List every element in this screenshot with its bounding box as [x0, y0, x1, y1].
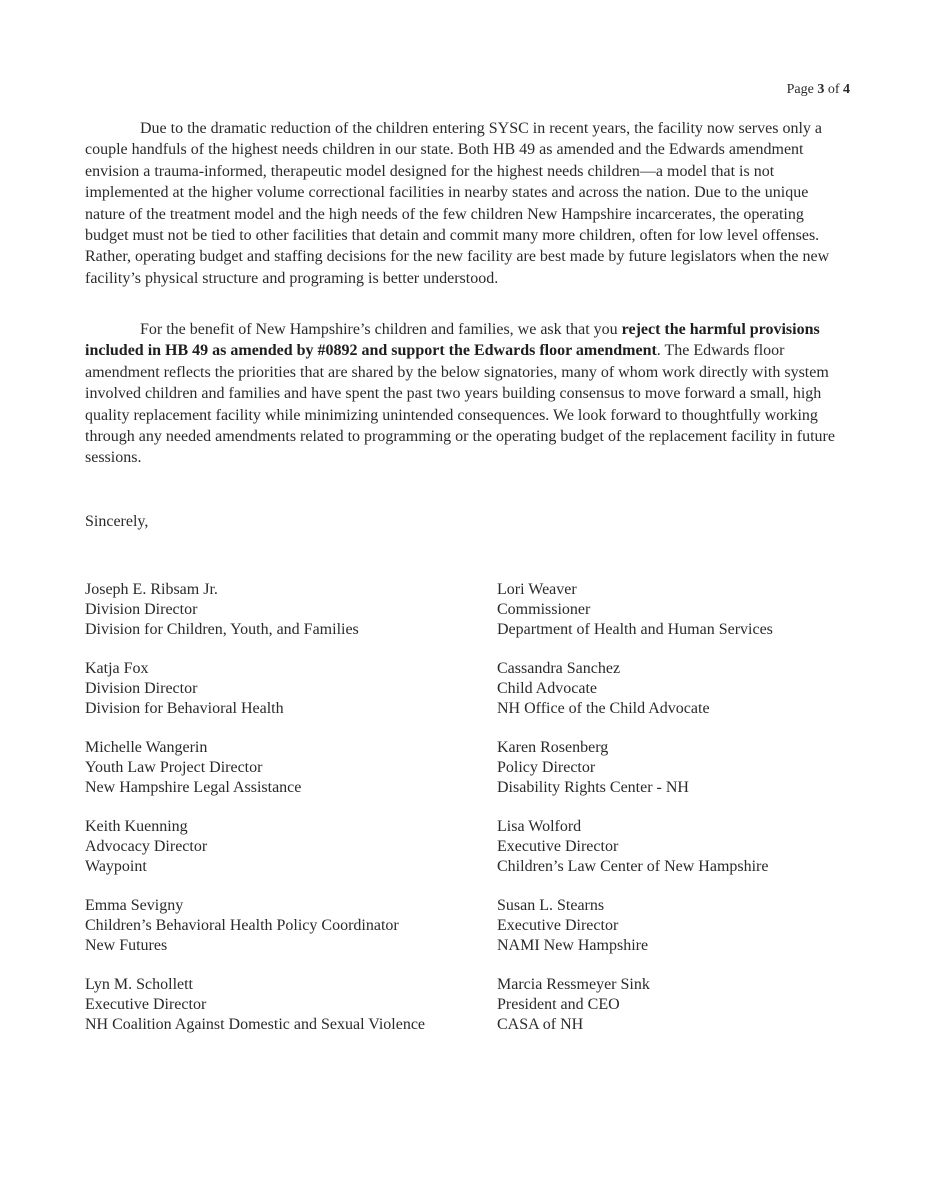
signatory-name: Lori Weaver [497, 581, 577, 598]
signatory-title: Youth Law Project Director [85, 758, 263, 776]
signatory-name: Lyn M. Schollett [85, 976, 193, 993]
signatory-title: Child Advocate [497, 679, 597, 697]
signatory-name: Lisa Wolford [497, 818, 582, 835]
signatory-name: Michelle Wangerin [85, 739, 208, 756]
signatory-name: Katja Fox [85, 660, 149, 677]
signatory-org: Waypoint [85, 857, 147, 875]
signatory-name: Cassandra Sanchez [497, 660, 621, 677]
signatory-title: Executive Director [497, 837, 619, 855]
body-paragraph-2: For the benefit of New Hampshire’s children and families, we ask that you reject the harmful provisions included in HB 49 as amended by #0892 and support the Edwards floor amendment. The Edwards floor amendment reflects the priorities that are shared by the below signatories, many of whom work directly with system involved children and families and have spent the past two years building consensus to move forward a small, high quality replacement facility while minimizing unintended consequences. We look forward to thoughtfully working through any needed amendments related to programming or the operating budget of the replacement facility in future sessions. [85, 321, 835, 467]
signatory-block [85, 817, 485, 876]
signatory-org: NH Office of the Child Advocate [497, 699, 710, 717]
signatory-name: Marcia Ressmeyer Sink [497, 976, 650, 993]
page-number: Page 3 of 4 [786, 82, 850, 97]
signatory-title: Executive Director [85, 995, 207, 1013]
signatory-block [497, 738, 897, 797]
signatory-title: President and CEO [497, 995, 620, 1013]
closing: Sincerely, [85, 513, 149, 530]
signatory-title: Division Director [85, 600, 198, 618]
signatory-name: Karen Rosenberg [497, 739, 609, 756]
signatory-org: Division for Behavioral Health [85, 699, 284, 717]
signatory-org: Disability Rights Center - NH [497, 778, 689, 796]
signatory-title: Advocacy Director [85, 837, 208, 855]
signatory-block [85, 975, 485, 1034]
signatory-title: Division Director [85, 679, 198, 697]
signatory-block [85, 659, 485, 718]
signatory-org: CASA of NH [497, 1015, 584, 1033]
signatory-org: New Futures [85, 936, 168, 954]
signatory-org: Division for Children, Youth, and Families [85, 620, 359, 638]
signatory-name: Joseph E. Ribsam Jr. [85, 581, 218, 598]
signatory-block [497, 659, 897, 718]
signatory-block [85, 580, 485, 639]
signatory-block [85, 738, 485, 797]
signatory-org: Children’s Law Center of New Hampshire [497, 857, 769, 875]
signatory-block [85, 896, 485, 955]
signatory-block [497, 896, 897, 955]
signatory-title: Commissioner [497, 600, 591, 618]
signatory-title: Executive Director [497, 916, 619, 934]
bold-request: reject the harmful provisions included in HB 49 as amended by #0892 and support the Edwards floor amendment [85, 321, 820, 360]
signatory-name: Keith Kuenning [85, 818, 188, 835]
signatory-block [497, 580, 897, 639]
signatory-block [497, 975, 897, 1034]
signatory-title: Policy Director [497, 758, 596, 776]
signatory-name: Susan L. Stearns [497, 897, 605, 914]
signatory-org: NAMI New Hampshire [497, 936, 649, 954]
signatory-org: NH Coalition Against Domestic and Sexual Violence [85, 1015, 426, 1033]
signatory-title: Children’s Behavioral Health Policy Coordinator [85, 916, 399, 934]
signatory-org: Department of Health and Human Services [497, 620, 773, 638]
body-paragraph-1: Due to the dramatic reduction of the children entering SYSC in recent years, the facility now serves only a couple handfuls of the highest needs children in our state. Both HB 49 as amended and the Edwards amendment envision a trauma-informed, therapeutic model designed for the highest needs children—a model that is not implemented at the higher volume correctional facilities in nearby states and across the nation. Due to the unique nature of the treatment model and the high needs of the few children New Hampshire incarcerates, the operating budget must not be tied to other facilities that detain and commit many more children, often for low level offenses. Rather, operating budget and staffing decisions for the new facility are best made by future legislators when the new facility’s physical structure and programing is better understood. [85, 120, 830, 287]
signatory-block [497, 817, 897, 876]
signatory-org: New Hampshire Legal Assistance [85, 778, 302, 796]
signatory-name: Emma Sevigny [85, 897, 184, 914]
